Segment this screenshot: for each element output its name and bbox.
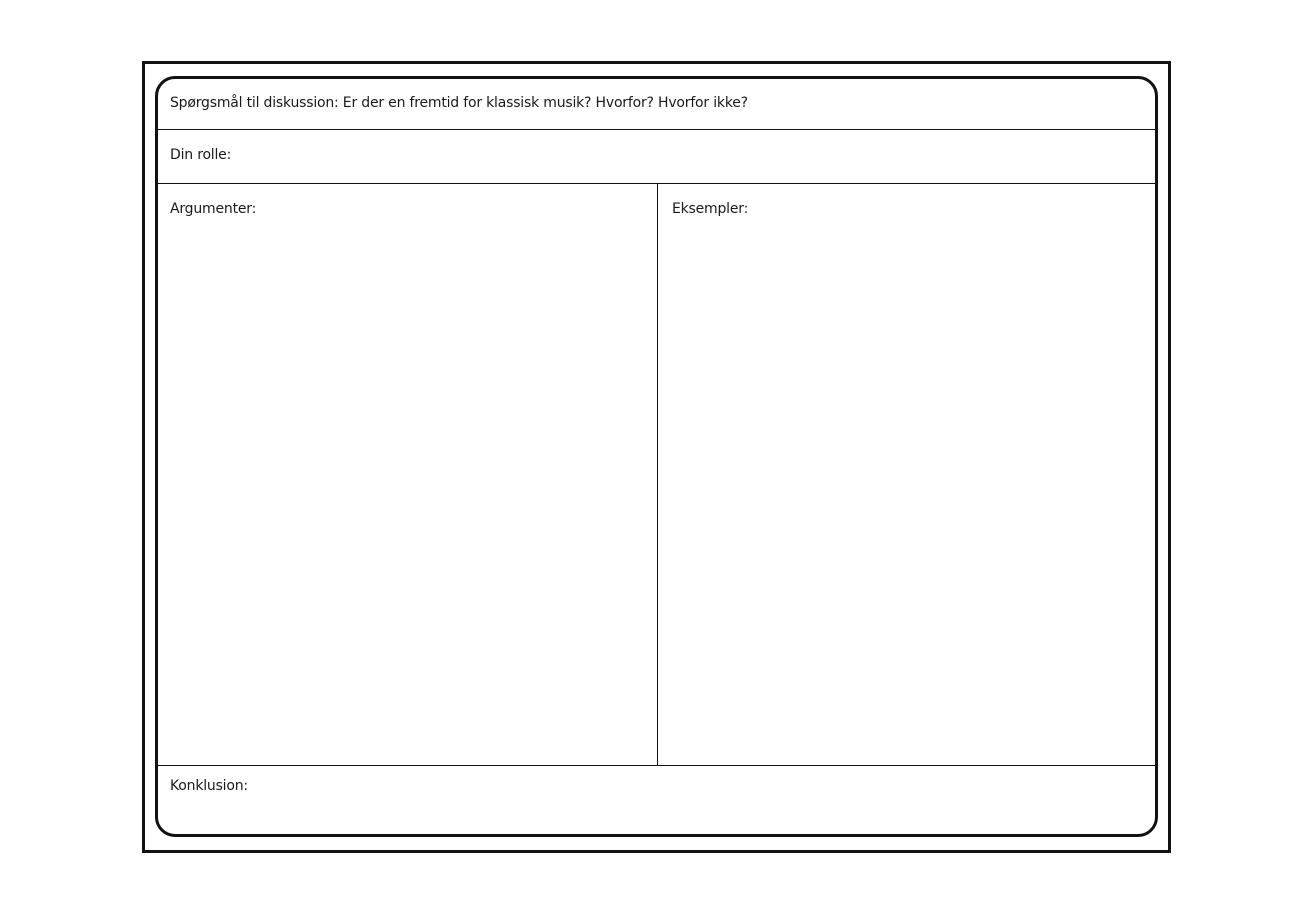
role-label: Din rolle:: [170, 147, 232, 163]
arguments-label: Argumenter:: [170, 201, 257, 217]
question-label: Spørgsmål til diskussion: Er der en fremtid for klassisk musik? Hvorfor? Hvorfor ikke?: [170, 95, 748, 111]
columns-row: [158, 184, 1155, 766]
worksheet-card: [155, 76, 1158, 837]
conclusion-label: Konklusion:: [170, 778, 248, 794]
conclusion-row[interactable]: [158, 766, 1155, 834]
arguments-box[interactable]: [158, 184, 658, 765]
examples-label: Eksempler:: [672, 201, 749, 217]
question-row: [158, 79, 1155, 130]
role-row[interactable]: [158, 130, 1155, 184]
examples-box[interactable]: [658, 184, 1155, 765]
